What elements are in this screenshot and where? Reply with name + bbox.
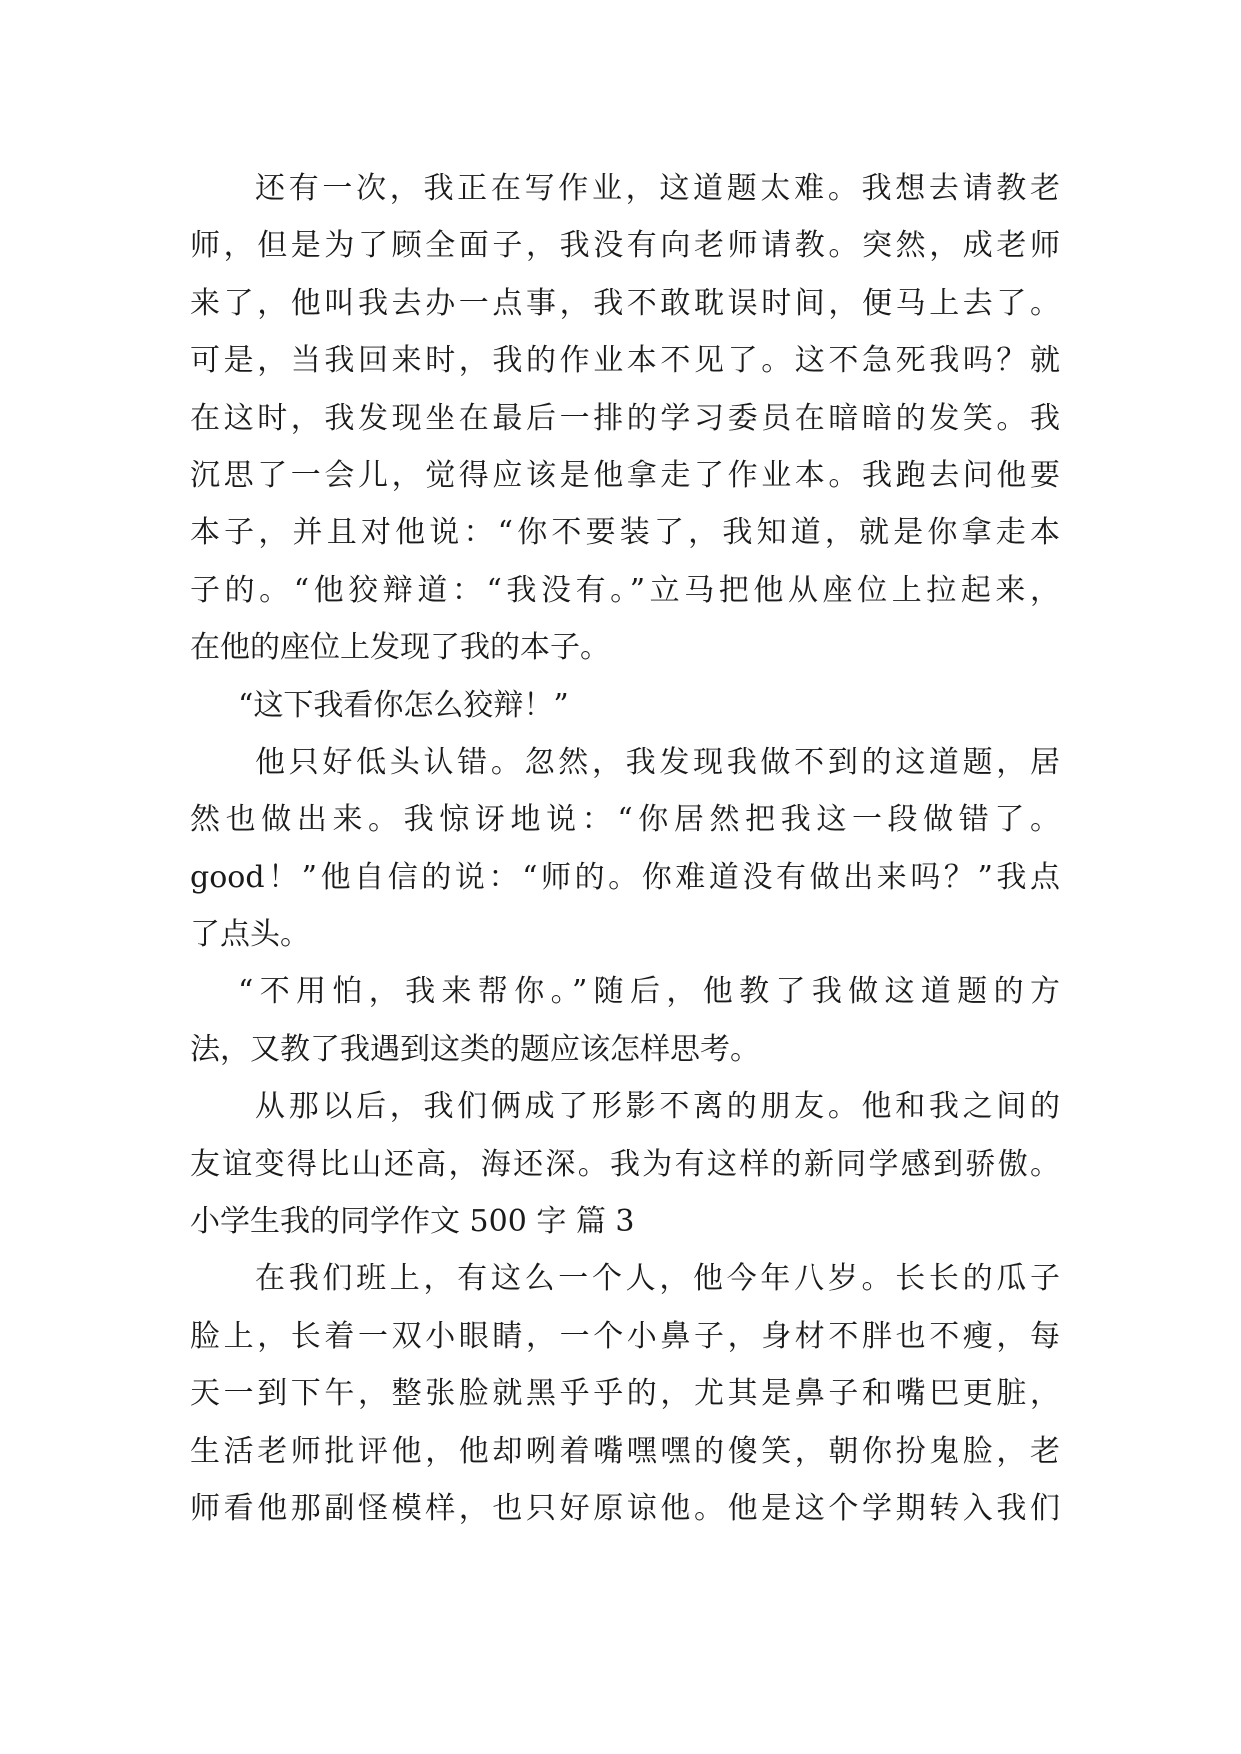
text-line: “不用怕，我来帮你。”随后，他教了我做这道题的方 [238, 974, 1060, 1010]
text-line: 他只好低头认错。忽然，我发现我做不到的这道题，居 [255, 744, 1060, 780]
text-line: 在他的座位上发现了我的本子。 [190, 630, 610, 666]
text-line: 脸上，长着一双小眼睛，一个小鼻子，身材不胖也不瘦，每 [190, 1318, 1060, 1354]
section-heading: 小学生我的同学作文 500 字 篇 3 [190, 1204, 635, 1240]
document-body [190, 160, 1060, 1537]
text-line: 友谊变得比山还高，海还深。我为有这样的新同学感到骄傲。 [190, 1146, 1060, 1182]
text-line: 然也做出来。我惊讶地说：“你居然把我这一段做错了。 [190, 802, 1060, 838]
text-line: 从那以后，我们俩成了形影不离的朋友。他和我之间的 [255, 1089, 1060, 1125]
text-line: 在这时，我发现坐在最后一排的学习委员在暗暗的发笑。我 [190, 400, 1060, 436]
text-line: “这下我看你怎么狡辩！” [238, 687, 569, 723]
text-line: 在我们班上，有这么一个人，他今年八岁。长长的瓜子 [255, 1261, 1060, 1297]
text-line: 生活老师批评他，他却咧着嘴嘿嘿的傻笑，朝你扮鬼脸，老 [190, 1433, 1060, 1469]
text-line: 师，但是为了顾全面子，我没有向老师请教。突然，成老师 [190, 228, 1060, 264]
text-line: 了点头。 [190, 917, 310, 953]
text-line: 法，又教了我遇到这类的题应该怎样思考。 [190, 1031, 760, 1067]
text-line: 天一到下午，整张脸就黑乎乎的，尤其是鼻子和嘴巴更脏， [190, 1376, 1060, 1412]
text-line: 来了，他叫我去办一点事，我不敢耽误时间，便马上去了。 [190, 285, 1060, 321]
text-line: 沉思了一会儿，觉得应该是他拿走了作业本。我跑去问他要 [190, 457, 1060, 493]
text-line: 师看他那副怪模样，也只好原谅他。他是这个学期转入我们 [190, 1490, 1060, 1526]
text-line: 本子，并且对他说：“你不要装了，我知道，就是你拿走本 [190, 515, 1060, 551]
text-line: 还有一次，我正在写作业，这道题太难。我想去请教老 [255, 171, 1060, 206]
text-line: good！”他自信的说：“师的。你难道没有做出来吗？”我点 [190, 859, 1060, 895]
text-line: 子的。“他狡辩道：“我没有。”立马把他从座位上拉起来， [190, 572, 1060, 608]
text-line: 可是，当我回来时，我的作业本不见了。这不急死我吗？就 [190, 343, 1060, 379]
